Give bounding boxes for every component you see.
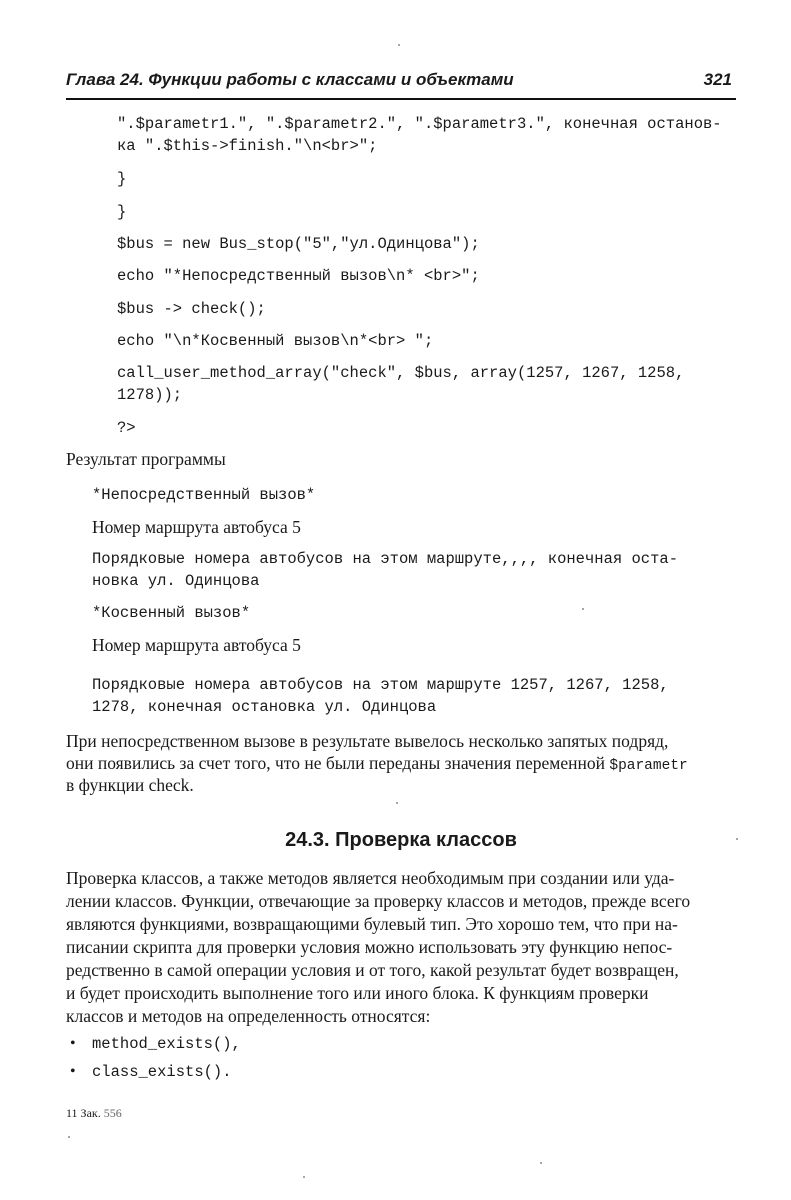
explanation-line	[66, 753, 688, 774]
result-label: Результат программы	[66, 449, 226, 469]
output-line: Номер маршрута автобуса 5	[92, 517, 301, 537]
code-line: ".$parametr1.", ".$parametr2.", ".$parametr3.", конечная останов-	[117, 115, 722, 133]
scan-speck	[582, 608, 584, 610]
bullet-marker: •	[70, 1035, 76, 1052]
explanation-line: При непосредственном вызове в результате вывелось несколько запятых подряд,	[66, 731, 669, 751]
running-header	[66, 70, 734, 96]
code-line: }	[117, 170, 127, 188]
signature-number: 556	[103, 1106, 122, 1120]
scan-speck	[398, 44, 400, 46]
scan-speck	[303, 1176, 305, 1178]
code-line: call_user_method_array("check", $bus, array(1257, 1267, 1258,	[117, 364, 685, 382]
paragraph-line: Проверка классов, а также методов является необходимым при создании или уда-	[66, 868, 675, 888]
paragraph-line: и будет происходить выполнение того или иного блока. К функциям проверки	[66, 983, 649, 1003]
code-line: echo "\n*Косвенный вызов\n*<br> ";	[117, 332, 434, 350]
output-line: Номер маршрута автобуса 5	[92, 635, 301, 655]
code-line: 1278));	[117, 386, 183, 404]
output-line: Порядковые номера автобусов на этом маршруте,,,, конечная оста-	[92, 550, 678, 568]
output-line: *Косвенный вызов*	[92, 604, 251, 622]
code-line: }	[117, 203, 127, 221]
page-number: 321	[703, 70, 732, 89]
header-rule	[66, 98, 736, 100]
output-line: *Непосредственный вызов*	[92, 486, 316, 504]
list-item: method_exists(),	[92, 1035, 241, 1053]
paragraph-line: классов и методов на определенность относятся:	[66, 1006, 431, 1026]
inline-code: $parametr	[609, 758, 688, 774]
paragraph-line: являются функциями, возвращающими булевый тип. Это хорошо тем, что при на-	[66, 914, 678, 934]
code-line: ка ".$this->finish."\n<br>";	[117, 137, 378, 155]
chapter-title: Глава 24. Функции работы с классами и объектами	[66, 70, 514, 89]
paragraph-line: редственно в самой операции условия и от того, какой результат будет возвращен,	[66, 960, 679, 980]
code-line: $bus = new Bus_stop("5","ул.Одинцова");	[117, 235, 480, 253]
scan-speck	[736, 838, 738, 840]
code-line: echo "*Непосредственный вызов\n* <br>";	[117, 267, 480, 285]
list-item: class_exists().	[92, 1063, 232, 1081]
bullet-marker: •	[70, 1063, 76, 1080]
code-line: ?>	[117, 419, 136, 437]
explanation-text: они появились за счет того, что не были переданы значения переменной	[66, 753, 610, 773]
output-line: новка ул. Одинцова	[92, 572, 260, 590]
section-heading: 24.3. Проверка классов	[285, 829, 517, 851]
print-signature	[66, 1106, 122, 1121]
scan-speck	[396, 802, 398, 804]
scan-speck	[68, 1136, 70, 1138]
code-line: $bus -> check();	[117, 300, 266, 318]
scan-speck	[540, 1162, 542, 1164]
signature-label: 11 Зак.	[66, 1106, 101, 1120]
explanation-line: в функции check.	[66, 775, 194, 795]
output-line: 1278, конечная остановка ул. Одинцова	[92, 698, 437, 716]
paragraph-line: лении классов. Функции, отвечающие за проверку классов и методов, прежде всего	[66, 891, 691, 911]
output-line: Порядковые номера автобусов на этом маршруте 1257, 1267, 1258,	[92, 676, 669, 694]
paragraph-line: писании скрипта для проверки условия можно использовать эту функцию непос-	[66, 937, 673, 957]
